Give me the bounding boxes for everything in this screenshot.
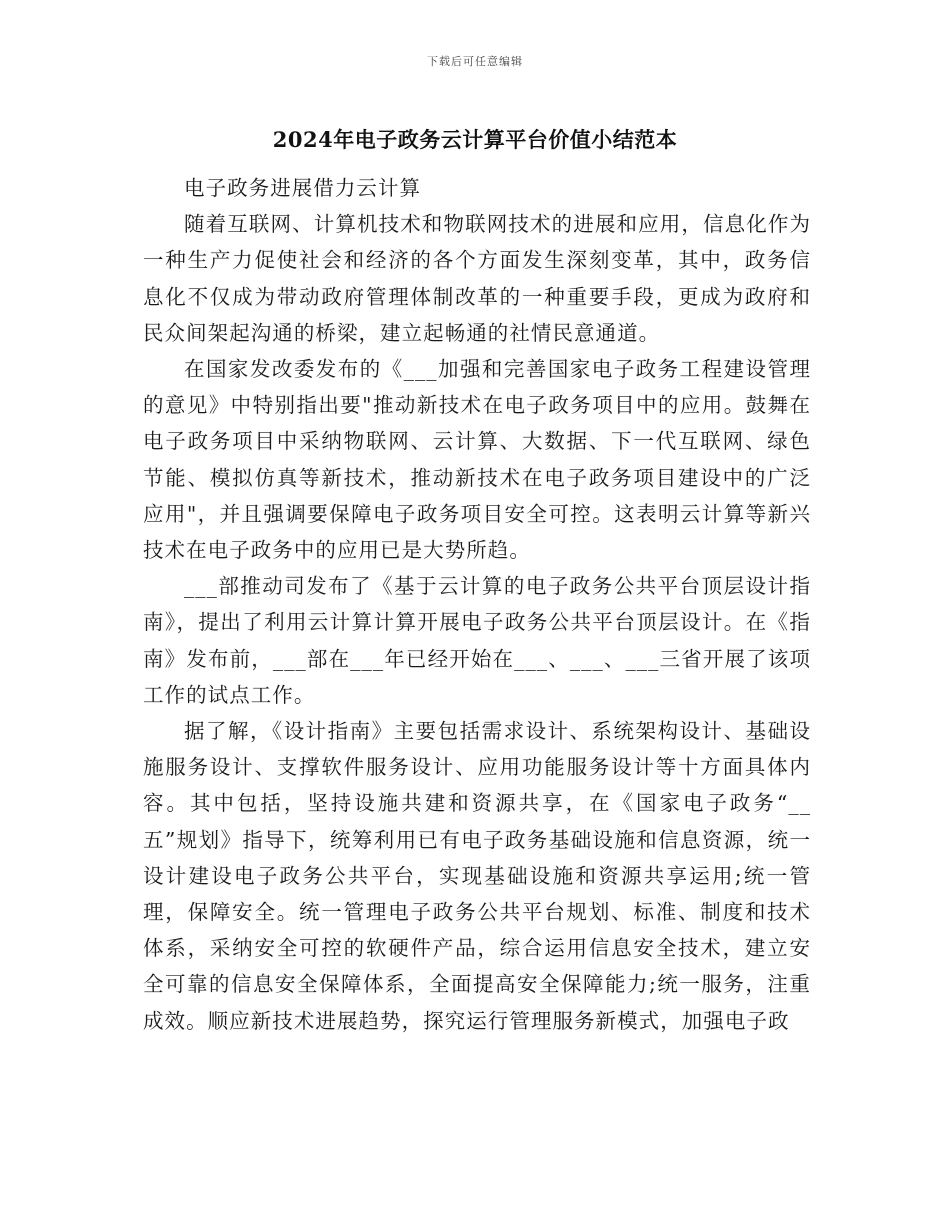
header-note: 下载后可任意编辑 [427, 55, 523, 68]
document-body [143, 170, 811, 1039]
body-paragraph: 电子政务进展借力云计算 [184, 176, 422, 200]
body-paragraph: 随着互联网、计算机技术和物联网技术的进展和应用，信息化作为一种生产力促使社会和经济的各个方面发生深刻变革，其中，政务信息化不仅成为带动政府管理体制改革的一种重要手段，更成为政府和民众间架起沟通的桥梁，建立起畅通的社情民意通道。 [143, 212, 811, 345]
body-paragraph: ___部推动司发布了《基于云计算的电子政务公共平台顶层设计指南》，提出了利用云计算计算开展电子政务公共平台顶层设计。在《指南》发布前，___部在___年已经开始在___、___、___三省开展了该项工作的试点工作。 [143, 574, 811, 707]
body-paragraph: 在国家发改委发布的《___加强和完善国家电子政务工程建设管理的意见》中特别指出要"推动新技术在电子政务项目中的应用。鼓舞在电子政务项目中采纳物联网、云计算、大数据、下一代互联网、绿色节能、模拟仿真等新技术，推动新技术在电子政务项目建设中的广泛应用"，并且强调要保障电子政务项目安全可控。这表明云计算等新兴技术在电子政务中的应用已是大势所趋。 [143, 357, 811, 563]
body-paragraph: 据了解，《设计指南》主要包括需求设计、系统架构设计、基础设施服务设计、支撑软件服务设计、应用功能服务设计等十方面具体内容。其中包括，坚持设施共建和资源共享，在《国家电子政务“__五”规划》指导下，统筹利用已有电子政务基础设施和信息资源，统一设计建设电子政务公共平台，实现基础设施和资源共享运用;统一管理，保障安全。统一管理电子政务公共平台规划、标准、制度和技术体系，采纳安全可控的软硬件产品，综合运用信息安全技术，建立安全可靠的信息安全保障体系，全面提高安全保障能力;统一服务，注重成效。顺应新技术进展趋势，探究运行管理服务新模式，加强电子政 [143, 719, 811, 1033]
document-title: 2024年电子政务云计算平台价值小结范本 [272, 127, 678, 152]
